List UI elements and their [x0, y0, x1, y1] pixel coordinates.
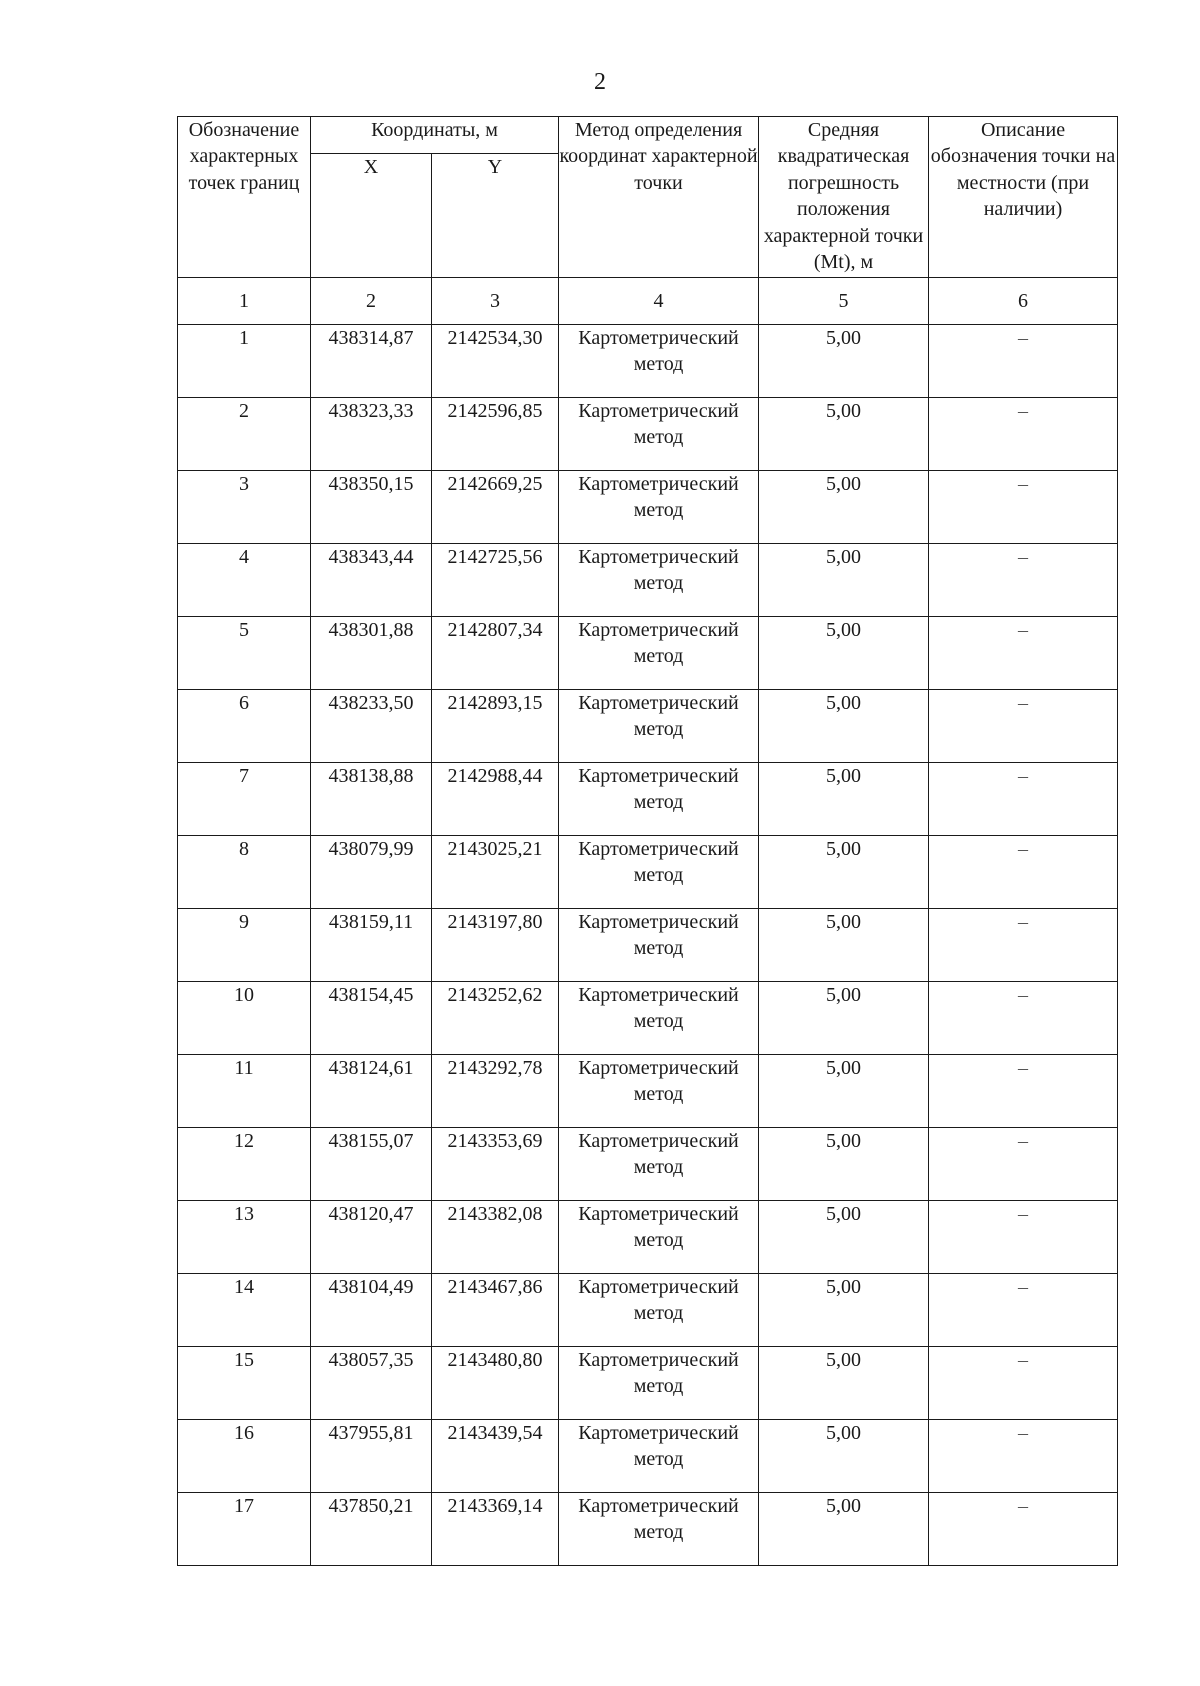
y-coordinate-cell: 2142893,15: [432, 690, 559, 763]
error-cell: 5,00: [759, 836, 929, 909]
y-coordinate-cell: 2143353,69: [432, 1128, 559, 1201]
y-coordinate-cell: 2143480,80: [432, 1347, 559, 1420]
table-row: [178, 836, 1118, 909]
error-cell: 5,00: [759, 982, 929, 1055]
description-cell: –: [929, 1420, 1118, 1493]
description-cell: –: [929, 398, 1118, 471]
y-coordinate-cell: 2142534,30: [432, 325, 559, 398]
description-cell: –: [929, 544, 1118, 617]
x-coordinate-cell: 438057,35: [311, 1347, 432, 1420]
table-row: [178, 398, 1118, 471]
point-number-cell: 8: [178, 836, 311, 909]
point-number-cell: 15: [178, 1347, 311, 1420]
header-method: Метод определения координат характерной точки: [559, 117, 759, 278]
method-cell: Картометрический метод: [559, 1493, 759, 1566]
x-coordinate-cell: 438301,88: [311, 617, 432, 690]
x-coordinate-cell: 437850,21: [311, 1493, 432, 1566]
coordinates-table: [177, 116, 1118, 1566]
point-number-cell: 9: [178, 909, 311, 982]
error-cell: 5,00: [759, 471, 929, 544]
method-cell: Картометрический метод: [559, 325, 759, 398]
x-coordinate-cell: 437955,81: [311, 1420, 432, 1493]
method-cell: Картометрический метод: [559, 398, 759, 471]
error-cell: 5,00: [759, 544, 929, 617]
x-coordinate-cell: 438159,11: [311, 909, 432, 982]
y-coordinate-cell: 2143369,14: [432, 1493, 559, 1566]
method-cell: Картометрический метод: [559, 1128, 759, 1201]
method-cell: Картометрический метод: [559, 1055, 759, 1128]
method-cell: Картометрический метод: [559, 471, 759, 544]
method-cell: Картометрический метод: [559, 544, 759, 617]
point-number-cell: 7: [178, 763, 311, 836]
point-number-cell: 16: [178, 1420, 311, 1493]
column-number: 6: [929, 278, 1118, 325]
table-row: [178, 544, 1118, 617]
y-coordinate-cell: 2143292,78: [432, 1055, 559, 1128]
table-row: [178, 1274, 1118, 1347]
x-coordinate-cell: 438155,07: [311, 1128, 432, 1201]
y-coordinate-cell: 2143439,54: [432, 1420, 559, 1493]
point-number-cell: 3: [178, 471, 311, 544]
y-coordinate-cell: 2143467,86: [432, 1274, 559, 1347]
table-row: [178, 1420, 1118, 1493]
column-number: 3: [432, 278, 559, 325]
method-cell: Картометрический метод: [559, 763, 759, 836]
header-x: X: [311, 154, 432, 278]
header-error: Средняя квадратическая погрешность положения характерной точки (Mt), м: [759, 117, 929, 278]
table-row: [178, 325, 1118, 398]
error-cell: 5,00: [759, 909, 929, 982]
point-number-cell: 13: [178, 1201, 311, 1274]
table-row: [178, 1128, 1118, 1201]
x-coordinate-cell: 438233,50: [311, 690, 432, 763]
table-row: [178, 1347, 1118, 1420]
description-cell: –: [929, 617, 1118, 690]
y-coordinate-cell: 2142725,56: [432, 544, 559, 617]
description-cell: –: [929, 471, 1118, 544]
column-number: 1: [178, 278, 311, 325]
y-coordinate-cell: 2142669,25: [432, 471, 559, 544]
table-row: [178, 1055, 1118, 1128]
table-row: [178, 617, 1118, 690]
x-coordinate-cell: 438314,87: [311, 325, 432, 398]
method-cell: Картометрический метод: [559, 617, 759, 690]
header-coordinates: Координаты, м: [311, 117, 559, 154]
description-cell: –: [929, 836, 1118, 909]
header-designation: Обозначение характерных точек границ: [178, 117, 311, 278]
x-coordinate-cell: 438120,47: [311, 1201, 432, 1274]
point-number-cell: 1: [178, 325, 311, 398]
method-cell: Картометрический метод: [559, 1347, 759, 1420]
description-cell: –: [929, 1055, 1118, 1128]
table-body: [178, 325, 1118, 1566]
x-coordinate-cell: 438079,99: [311, 836, 432, 909]
header-description: Описание обозначения точки на местности (при наличии): [929, 117, 1118, 278]
y-coordinate-cell: 2143252,62: [432, 982, 559, 1055]
y-coordinate-cell: 2142596,85: [432, 398, 559, 471]
table-row: [178, 982, 1118, 1055]
error-cell: 5,00: [759, 1347, 929, 1420]
description-cell: –: [929, 325, 1118, 398]
description-cell: –: [929, 982, 1118, 1055]
error-cell: 5,00: [759, 617, 929, 690]
error-cell: 5,00: [759, 1493, 929, 1566]
error-cell: 5,00: [759, 1274, 929, 1347]
error-cell: 5,00: [759, 1420, 929, 1493]
point-number-cell: 5: [178, 617, 311, 690]
header-y: Y: [432, 154, 559, 278]
error-cell: 5,00: [759, 398, 929, 471]
x-coordinate-cell: 438350,15: [311, 471, 432, 544]
error-cell: 5,00: [759, 325, 929, 398]
description-cell: –: [929, 1274, 1118, 1347]
table-row: [178, 1201, 1118, 1274]
page-number: 2: [594, 69, 606, 95]
error-cell: 5,00: [759, 690, 929, 763]
point-number-cell: 11: [178, 1055, 311, 1128]
y-coordinate-cell: 2143197,80: [432, 909, 559, 982]
point-number-cell: 2: [178, 398, 311, 471]
point-number-cell: 4: [178, 544, 311, 617]
table-row: [178, 763, 1118, 836]
method-cell: Картометрический метод: [559, 982, 759, 1055]
description-cell: –: [929, 1128, 1118, 1201]
method-cell: Картометрический метод: [559, 690, 759, 763]
y-coordinate-cell: 2142807,34: [432, 617, 559, 690]
y-coordinate-cell: 2143025,21: [432, 836, 559, 909]
point-number-cell: 14: [178, 1274, 311, 1347]
method-cell: Картометрический метод: [559, 1201, 759, 1274]
error-cell: 5,00: [759, 1055, 929, 1128]
x-coordinate-cell: 438323,33: [311, 398, 432, 471]
description-cell: –: [929, 1493, 1118, 1566]
x-coordinate-cell: 438138,88: [311, 763, 432, 836]
method-cell: Картометрический метод: [559, 1420, 759, 1493]
point-number-cell: 12: [178, 1128, 311, 1201]
column-number-row: [178, 278, 1118, 325]
y-coordinate-cell: 2142988,44: [432, 763, 559, 836]
method-cell: Картометрический метод: [559, 836, 759, 909]
table-row: [178, 471, 1118, 544]
description-cell: –: [929, 909, 1118, 982]
table-row: [178, 690, 1118, 763]
point-number-cell: 6: [178, 690, 311, 763]
table-row: [178, 909, 1118, 982]
error-cell: 5,00: [759, 763, 929, 836]
error-cell: 5,00: [759, 1128, 929, 1201]
y-coordinate-cell: 2143382,08: [432, 1201, 559, 1274]
description-cell: –: [929, 763, 1118, 836]
point-number-cell: 10: [178, 982, 311, 1055]
description-cell: –: [929, 1347, 1118, 1420]
error-cell: 5,00: [759, 1201, 929, 1274]
description-cell: –: [929, 690, 1118, 763]
x-coordinate-cell: 438124,61: [311, 1055, 432, 1128]
point-number-cell: 17: [178, 1493, 311, 1566]
x-coordinate-cell: 438104,49: [311, 1274, 432, 1347]
table-row: [178, 1493, 1118, 1566]
column-number: 2: [311, 278, 432, 325]
method-cell: Картометрический метод: [559, 909, 759, 982]
x-coordinate-cell: 438154,45: [311, 982, 432, 1055]
x-coordinate-cell: 438343,44: [311, 544, 432, 617]
description-cell: –: [929, 1201, 1118, 1274]
column-number: 5: [759, 278, 929, 325]
method-cell: Картометрический метод: [559, 1274, 759, 1347]
column-number: 4: [559, 278, 759, 325]
